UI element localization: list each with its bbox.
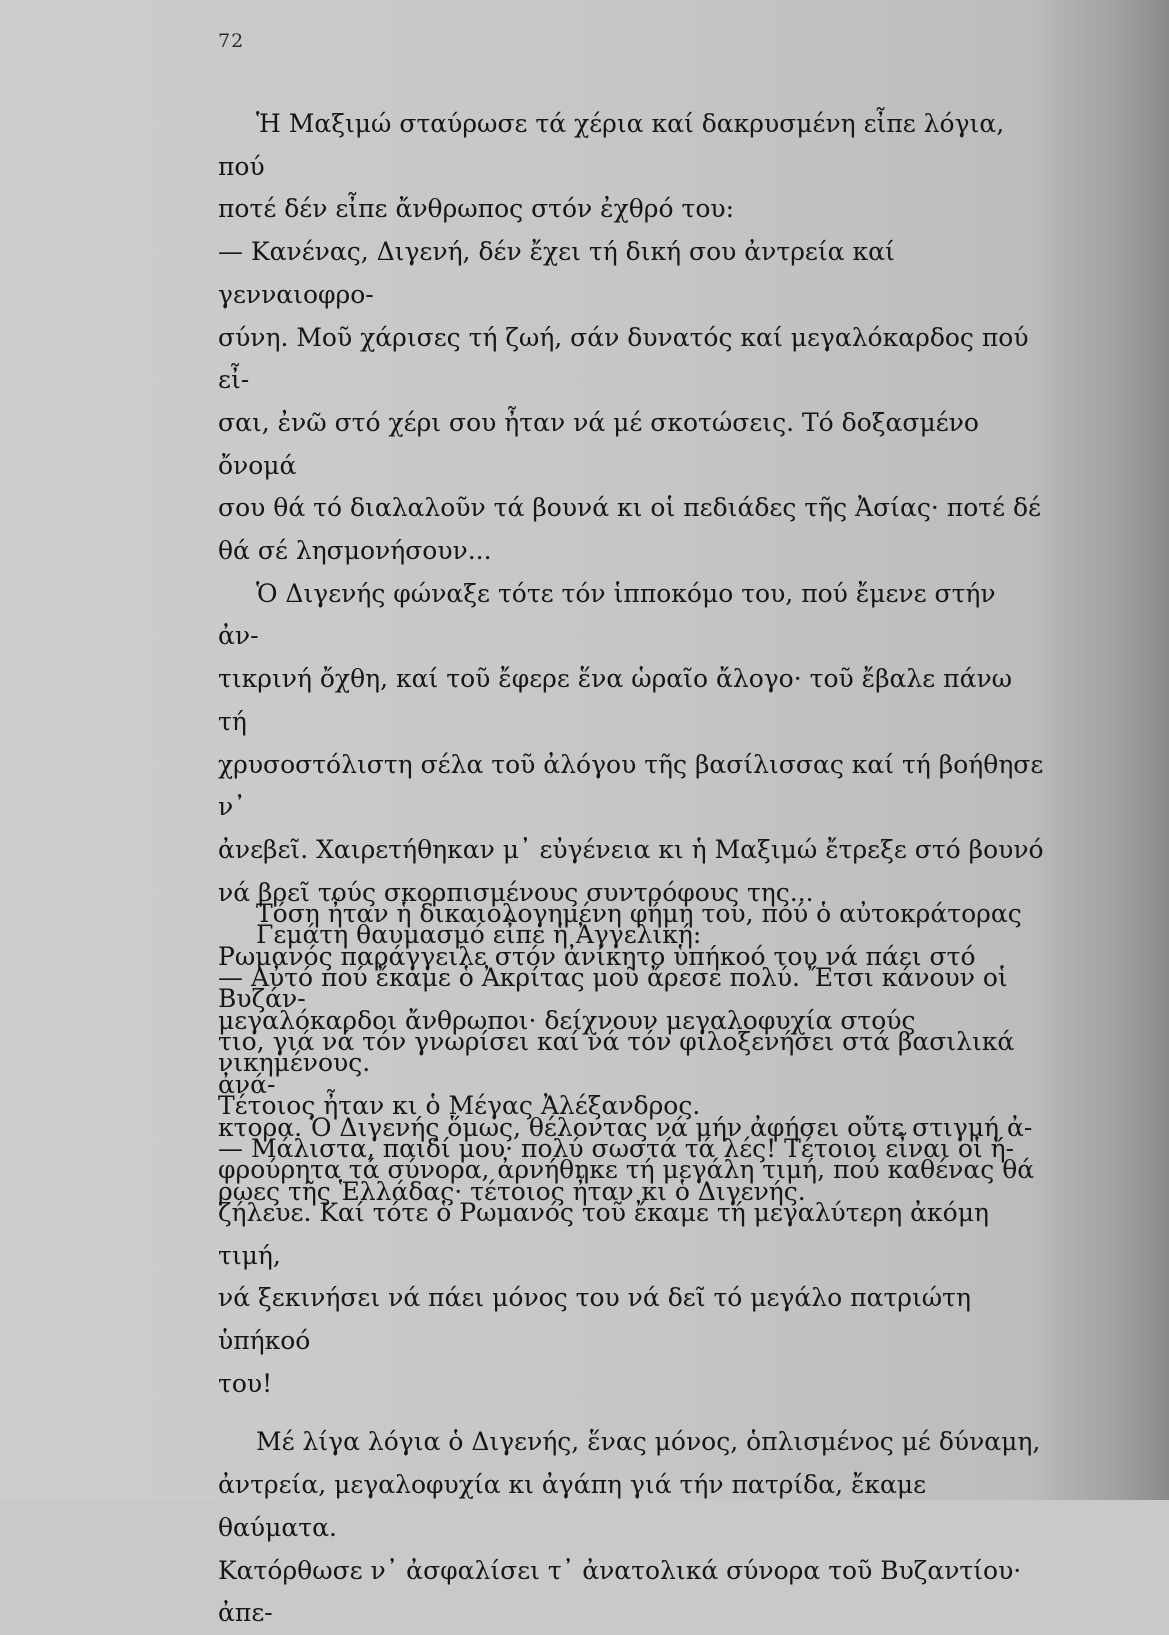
text-line: ἀντρεία, μεγαλοφυχία κι ἀγάπη γιά τήν πατρίδα, ἔκαμε θαύματα.	[218, 1470, 927, 1542]
text-line: μεγαλόκαρδοι ἄνθρωποι· δείχνουν μεγαλοφυχία στούς νικημένους.	[218, 1005, 916, 1078]
text-line: σύνη. Μοῦ χάρισες τή ζωή, σάν δυνατός καί μεγαλόκαρδος πού εἶ-	[218, 322, 1029, 395]
paragraph-gap	[218, 1405, 1044, 1421]
text-line: — Αὐτό πού ἔκαμε ὁ Ἀκρίτας μοῦ ἄρεσε πολύ. Ἔτσι κάνουν οἱ	[218, 963, 1008, 993]
text-line: Μέ λίγα λόγια ὁ Διγενής, ἕνας μόνος, ὁπλισμένος μέ δύναμη,	[256, 1427, 1041, 1457]
text-line: Τέτοιος ἦταν κι ὁ Μέγας Ἀλέξανδρος.	[218, 1091, 701, 1121]
text-line: Ρωμανός παράγγειλε στόν ἀνίκητο ὑπήκοό του νά πάει στό Βυζάν-	[218, 941, 976, 1014]
text-section-2	[218, 893, 1044, 1635]
text-line: ἀνεβεῖ. Χαιρετήθηκαν μ᾽ εὐγένεια κι ἡ Μαξιμώ ἔτρεξε στό βουνό	[218, 834, 1044, 864]
text-line: νά βρεῖ τούς σκορπισμένους συντρόφους της...	[218, 877, 814, 907]
text-line: του!	[218, 1368, 273, 1398]
text-line: Ὁ Διγενής φώναξε τότε τόν ἱπποκόμο του, πού ἔμενε στήν ἀν-	[218, 578, 996, 651]
text-line: τιο, γιά νά τόν γνωρίσει καί νά τόν φιλοξενήσει στά βασιλικά ἀνά-	[218, 1027, 1015, 1099]
text-line: Κατόρθωσε ν᾽ ἀσφαλίσει τ᾽ ἀνατολικά σύνορα τοῦ Βυζαντίου· ἀπε-	[218, 1555, 1022, 1628]
text-line: Τόση ἦταν ἡ δικαιολογημένη φήμη του, πού ὁ αὐτοκράτορας	[256, 899, 1022, 928]
text-line: χρυσοστόλιστη σέλα τοῦ ἀλόγου τῆς βασίλισσας καί τή βοήθησε ν᾽	[218, 749, 1044, 822]
text-line: ποτέ δέν εἶπε ἄνθρωπος στόν ἐχθρό του:	[218, 194, 734, 224]
text-line: σαι, ἐνῶ στό χέρι σου ἦταν νά μέ σκοτώσεις. Τό δοξασμένο ὄνομά	[218, 407, 979, 480]
text-line: — Μάλιστα, παιδί μου· πολύ σωστά τά λές! Τέτοιοι εἶναι οἱ ἥ-	[218, 1133, 1015, 1163]
text-line: Γεμάτη θαυμασμό εἶπε ἡ Ἀγγελική:	[256, 920, 702, 950]
text-line: φρούρητα τά σύνορα, ἀρνήθηκε τή μεγάλη τιμή, πού καθένας θά	[218, 1155, 1035, 1185]
text-line: ζήλευε. Καί τότε ὁ Ρωμανός τοῦ ἔκαμε τή μεγαλύτερη ἀκόμη τιμή,	[218, 1197, 989, 1270]
text-line: — Κανένας, Διγενή, δέν ἔχει τή δική σου ἀντρεία καί γενναιοφρο-	[218, 237, 895, 309]
text-line: σου θά τό διαλαλοῦν τά βουνά κι οἱ πεδιάδες τῆς Ἀσίας· ποτέ δέ	[218, 493, 1041, 523]
text-line: ρωες τῆς Ἑλλάδας· τέτοιος ἦταν κι ὁ Διγενής.	[218, 1176, 806, 1206]
text-line: νά ξεκινήσει νά πάει μόνος του νά δεῖ τό μεγάλο πατριώτη ὑπήκοό	[218, 1283, 971, 1356]
text-line: τικρινή ὄχθη, καί τοῦ ἔφερε ἕνα ὡραῖο ἄλογο· τοῦ ἔβαλε πάνω τή	[218, 664, 1013, 736]
text-line: Ἡ Μαξιμώ σταύρωσε τά χέρια καί δακρυσμένη εἶπε λόγια, πού	[218, 109, 1005, 181]
page-number: 72	[218, 30, 245, 52]
text-line: θά σέ λησμονήσουν...	[218, 536, 492, 566]
text-line: κτορα. Ὁ Διγενής ὅμως, θέλοντας νά μήν ἀφήσει οὔτε στιγμή ἀ-	[218, 1112, 1033, 1142]
